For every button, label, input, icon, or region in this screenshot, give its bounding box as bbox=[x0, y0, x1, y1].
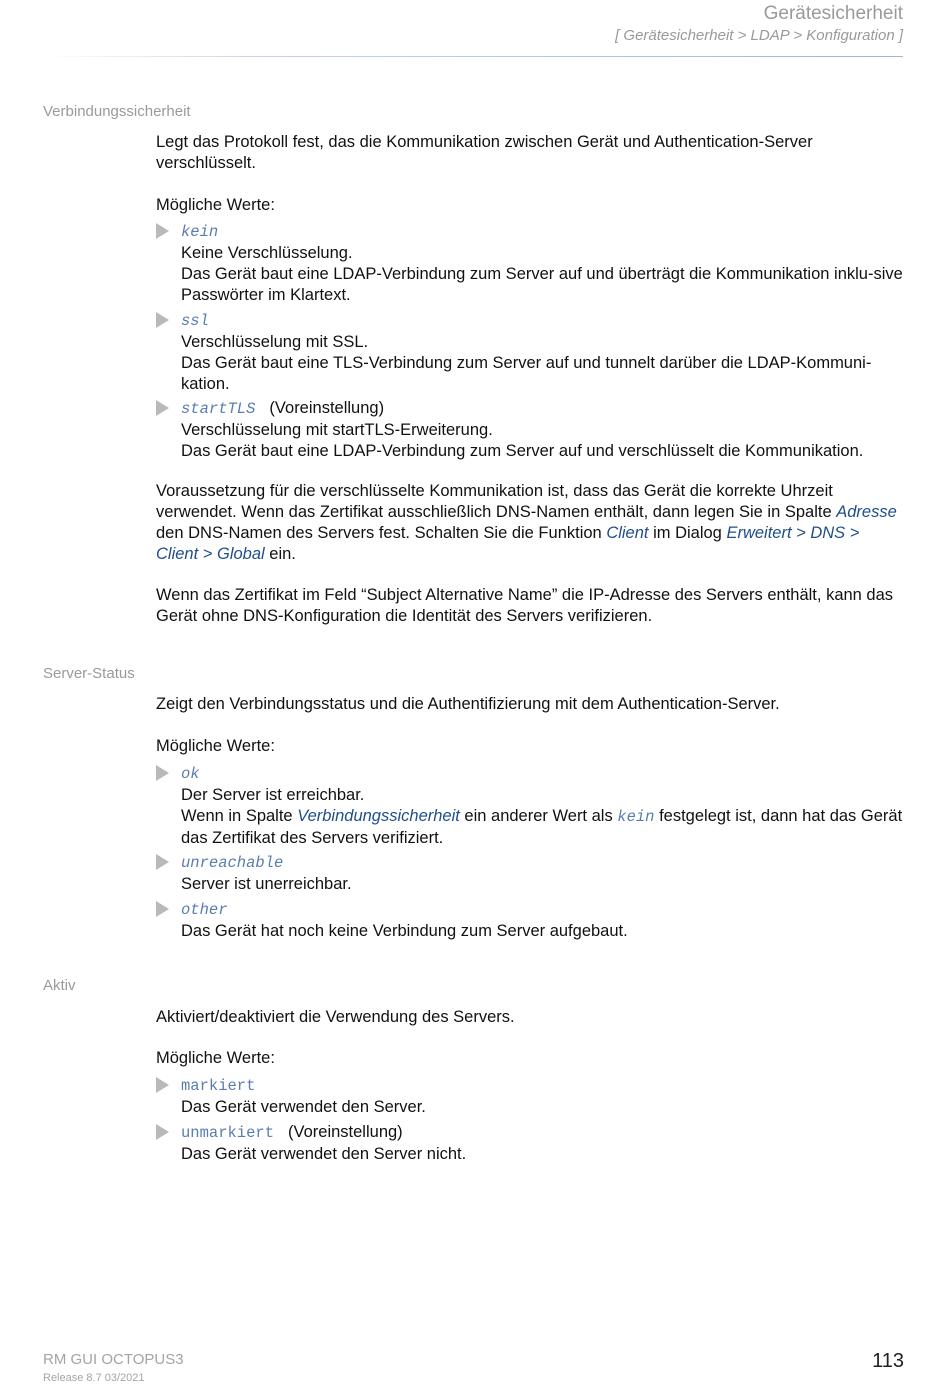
value-summary: Verschlüsselung mit SSL. bbox=[181, 333, 369, 351]
running-header-title: Gerätesicherheit bbox=[763, 3, 903, 24]
footer-document-name: RM GUI OCTOPUS3 bbox=[43, 1351, 184, 1368]
value-item-unreachable bbox=[156, 852, 908, 895]
value-item-other bbox=[156, 899, 908, 942]
value-code: other bbox=[181, 901, 228, 919]
bullet-triangle-icon bbox=[156, 854, 169, 870]
value-code: kein bbox=[181, 223, 219, 241]
value-summary: Das Gerät hat noch keine Verbindung zum Server aufgebaut. bbox=[181, 922, 628, 940]
bullet-triangle-icon bbox=[156, 901, 169, 917]
link-adresse[interactable]: Adresse bbox=[836, 503, 897, 521]
value-code-inline: kein bbox=[617, 808, 655, 826]
value-summary: Keine Verschlüsselung. bbox=[181, 244, 353, 262]
bullet-triangle-icon bbox=[156, 400, 169, 416]
possible-values-heading: Mögliche Werte: bbox=[156, 196, 275, 214]
value-detail: Wenn in Spalte Verbindungssicherheit ein anderer Wert als kein festgelegt ist, dann hat das Gerät das Zertifikat des Servers verifiziert. bbox=[181, 807, 903, 847]
bullet-triangle-icon bbox=[156, 765, 169, 781]
value-summary: Das Gerät verwendet den Server nicht. bbox=[181, 1145, 467, 1163]
section-label-verbindungssicherheit: Verbindungssicherheit bbox=[43, 103, 191, 120]
value-summary: Verschlüsselung mit startTLS-Erweiterung. bbox=[181, 421, 493, 439]
section-label-server-status: Server-Status bbox=[43, 665, 135, 682]
value-item-unmarkiert bbox=[156, 1122, 908, 1165]
link-verbindungssicherheit[interactable]: Verbindungssicherheit bbox=[297, 807, 460, 825]
value-item-starttls bbox=[156, 398, 908, 462]
value-detail: Das Gerät baut eine LDAP-Verbindung zum Server auf und verschlüsselt die Kommunikation. bbox=[181, 442, 864, 460]
bullet-triangle-icon bbox=[156, 1077, 169, 1093]
value-summary: Das Gerät verwendet den Server. bbox=[181, 1098, 426, 1116]
value-summary: Der Server ist erreichbar. bbox=[181, 786, 365, 804]
value-code: markiert bbox=[181, 1077, 256, 1095]
footer-release: Release 8.7 03/2021 bbox=[43, 1372, 145, 1384]
bullet-triangle-icon bbox=[156, 223, 169, 239]
bullet-triangle-icon bbox=[156, 312, 169, 328]
possible-values-heading: Mögliche Werte: bbox=[156, 1049, 275, 1067]
value-code: startTLS bbox=[181, 400, 256, 418]
value-code: unmarkiert bbox=[181, 1124, 275, 1142]
default-marker: (Voreinstellung) bbox=[269, 399, 385, 417]
bullet-triangle-icon bbox=[156, 1124, 169, 1140]
section-description: Legt das Protokoll fest, das die Kommunikation zwischen Gerät und Authentication-Server verschlüsselt. bbox=[156, 133, 813, 172]
section-label-aktiv: Aktiv bbox=[43, 977, 76, 994]
running-header-breadcrumb: [ Gerätesicherheit > LDAP > Konfiguration ] bbox=[615, 27, 903, 44]
value-detail: Das Gerät baut eine TLS-Verbindung zum Server auf und tunnelt darüber die LDAP-Kommuni-kation. bbox=[181, 354, 872, 393]
link-dns-client-global[interactable]: Erweitert > DNS > Client > Global bbox=[156, 524, 860, 563]
page-number: 113 bbox=[872, 1350, 904, 1372]
value-item-ok bbox=[156, 763, 908, 849]
value-detail: Das Gerät baut eine LDAP-Verbindung zum Server auf und überträgt die Kommunikation inklu-sive Passwörter im Klartext. bbox=[181, 265, 903, 304]
default-marker: (Voreinstellung) bbox=[288, 1123, 403, 1141]
value-summary: Server ist unerreichbar. bbox=[181, 875, 352, 893]
possible-values-heading: Mögliche Werte: bbox=[156, 737, 275, 755]
value-item-ssl bbox=[156, 310, 908, 395]
value-item-kein bbox=[156, 221, 908, 306]
section-description: Aktiviert/deaktiviert die Verwendung des Servers. bbox=[156, 1008, 515, 1026]
link-client[interactable]: Client bbox=[606, 524, 649, 542]
value-code: unreachable bbox=[181, 854, 284, 872]
prerequisite-paragraph: Voraussetzung für die verschlüsselte Kommunikation ist, dass das Gerät die korrekte Uhrzeit verwendet. Wenn das Zertifikat ausschließlich DNS-Namen enthält, dann legen Sie in Spalte Adresse den DNS-Namen des Servers fest. Schalten Sie die Funktion Client im Dialog Erweitert > DNS > Client > Global ein. bbox=[156, 482, 897, 563]
section-description: Zeigt den Verbindungsstatus und die Authentifizierung mit dem Authentication-Server. bbox=[156, 695, 780, 713]
value-item-markiert bbox=[156, 1075, 908, 1118]
san-paragraph: Wenn das Zertifikat im Feld “Subject Alternative Name” die IP-Adresse des Servers enthält, kann das Gerät ohne DNS-Konfiguration die Identität des Servers verifizieren. bbox=[156, 586, 894, 625]
value-code: ok bbox=[181, 765, 200, 783]
value-code: ssl bbox=[181, 312, 209, 330]
header-divider bbox=[43, 56, 903, 57]
